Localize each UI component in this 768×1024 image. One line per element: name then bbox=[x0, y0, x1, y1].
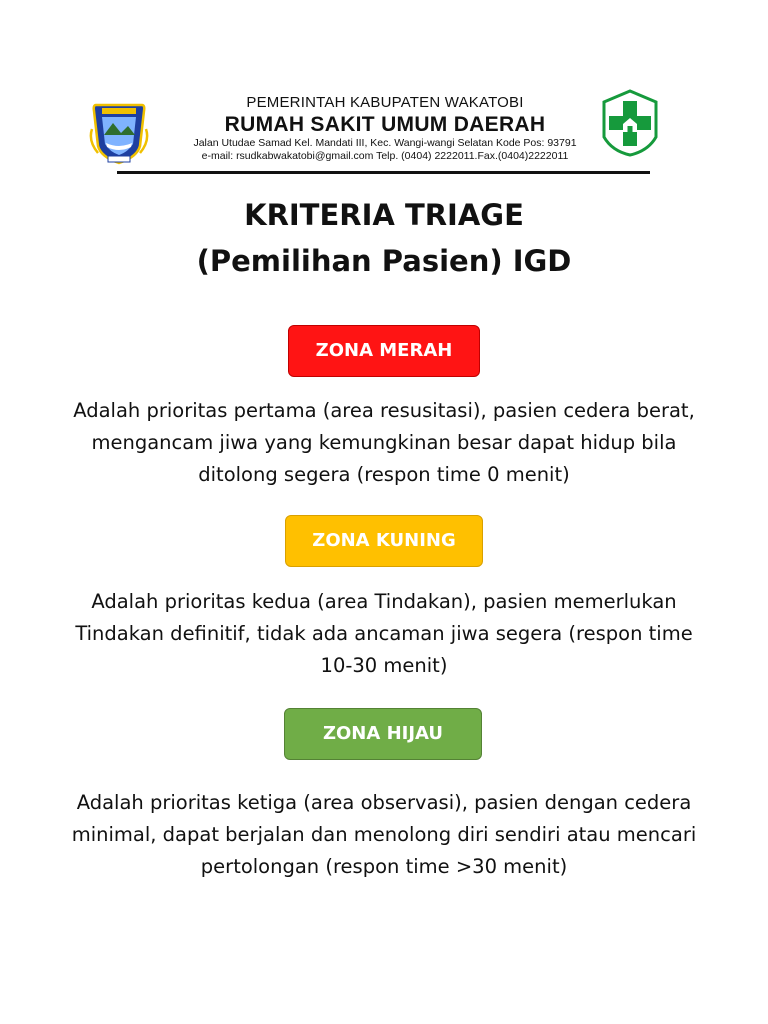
zone-red-label: ZONA MERAH bbox=[288, 325, 480, 377]
green-cross-health-icon bbox=[598, 89, 662, 157]
zone-green-description: Adalah prioritas ketiga (area observasi), pasien dengan cedera minimal, dapat berjalan dan menolong diri sendiri atau mencari pertolongan (respon time >30 menit) bbox=[71, 791, 697, 878]
title-line-2: (Pemilihan Pasien) IGD bbox=[196, 244, 572, 278]
zone-yellow-label: ZONA KUNING bbox=[285, 515, 483, 567]
hospital-address: Jalan Utudae Samad Kel. Mandati III, Kec. Wangi-wangi Selatan Kode Pos: 93791 bbox=[193, 137, 577, 149]
document-title bbox=[0, 192, 768, 284]
letterhead-divider bbox=[117, 171, 650, 174]
hospital-name: RUMAH SAKIT UMUM DAERAH bbox=[224, 113, 546, 136]
zone-red-description: Adalah prioritas pertama (area resusitasi), pasien cedera berat, mengancam jiwa yang kemungkinan besar dapat hidup bila ditolong segera (respon time 0 menit) bbox=[73, 399, 695, 486]
letterhead-text bbox=[160, 94, 610, 163]
zone-yellow-description: Adalah prioritas kedua (area Tindakan), pasien memerlukan Tindakan definitif, tidak ada ancaman jiwa segera (respon time 10-30 menit) bbox=[75, 590, 693, 677]
zone-green-label: ZONA HIJAU bbox=[284, 708, 482, 760]
hospital-contact: e-mail: rsudkabwakatobi@gmail.com Telp. (0404) 2222011.Fax.(0404)2222011 bbox=[201, 150, 569, 162]
letterhead bbox=[0, 0, 768, 185]
government-name: PEMERINTAH KABUPATEN WAKATOBI bbox=[246, 94, 524, 111]
title-line-1: KRITERIA TRIAGE bbox=[244, 198, 524, 232]
wakatobi-regency-emblem-icon bbox=[88, 99, 150, 165]
